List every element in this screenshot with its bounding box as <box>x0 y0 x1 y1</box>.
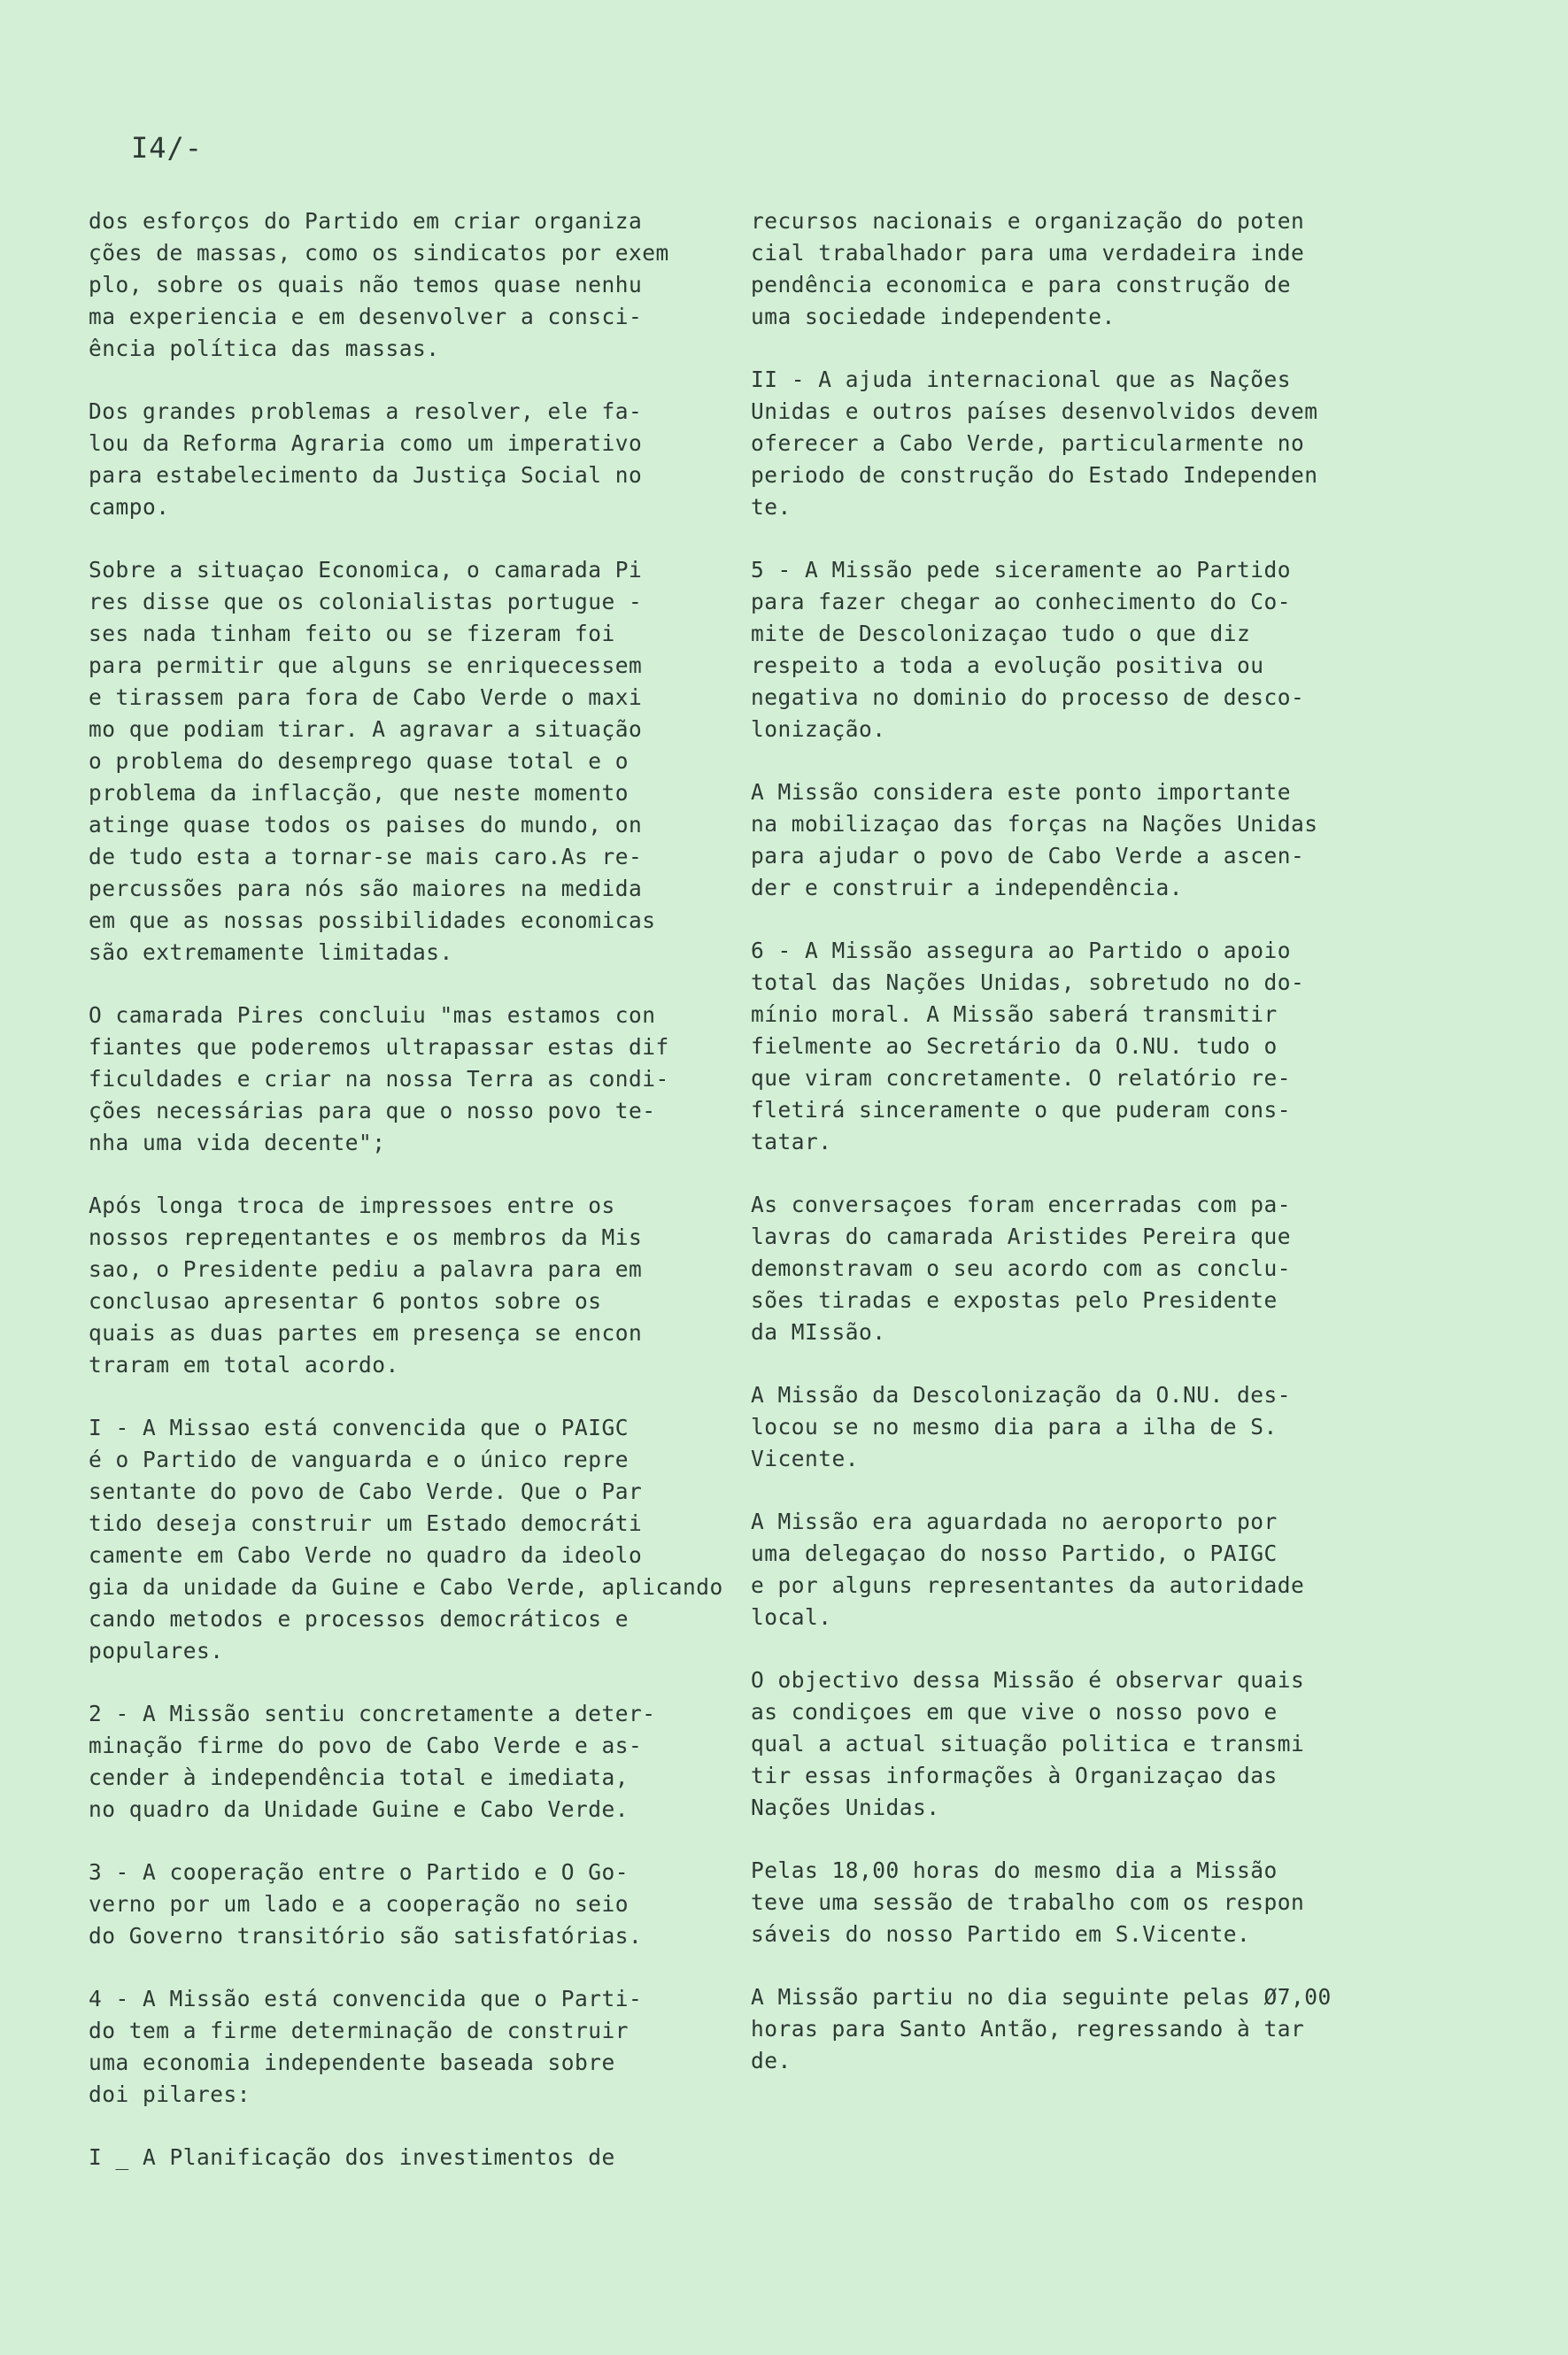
text-line: Vicente. <box>751 1446 860 1471</box>
text-line: doi pilares: <box>89 2081 251 2107</box>
text-line: cender à independência total e imediata, <box>89 1764 630 1790</box>
paragraph <box>89 205 735 365</box>
text-line: conclusao apresentar 6 pontos sobre os <box>89 1288 602 1314</box>
text-line: I - A Missao está convencida que o PAIGC <box>89 1415 630 1440</box>
text-line: plo, sobre os quais não temos quase nenhu <box>89 272 643 297</box>
text-line: Nações Unidas. <box>751 1795 940 1820</box>
text-line: sentante do povo de Cabo Verde. Que o Par <box>89 1479 643 1504</box>
text-line: quais as duas partes em presença se encon <box>89 1320 643 1346</box>
text-line: A Missão da Descolonização da O.NU. des- <box>751 1382 1292 1408</box>
text-line: campo. <box>89 494 170 520</box>
paragraph <box>751 554 1388 745</box>
text-line: 4 - A Missão está convencida que o Parti- <box>89 1986 643 2011</box>
text-line: do tem a firme determinação de construir <box>89 2018 630 2043</box>
paragraph <box>751 1379 1388 1475</box>
text-line: o problema do desemprego quase total e o <box>89 748 630 774</box>
text-line: periodo de construção do Estado Independen <box>751 462 1318 488</box>
text-line: é o Partido de vanguarda e o único repre <box>89 1447 630 1472</box>
text-line: ções necessárias para que o nosso povo te- <box>89 1098 656 1123</box>
text-line: no quadro da Unidade Guine e Cabo Verde. <box>89 1796 630 1822</box>
text-line: sao, o Presidente pediu a palavra para em <box>89 1256 643 1282</box>
text-line: são extremamente limitadas. <box>89 939 453 965</box>
text-line: teve uma sessão de trabalho com os respon <box>751 1889 1305 1915</box>
text-line: gia da unidade da Guine e Cabo Verde, aplicando <box>89 1574 723 1600</box>
text-line: ficuldades e criar na nossa Terra as condi- <box>89 1066 669 1092</box>
text-line: total das Nações Unidas, sobretudo no do- <box>751 969 1305 995</box>
text-line: percussões para nós são maiores na medida <box>89 876 643 901</box>
text-line: minação firme do povo de Cabo Verde e as- <box>89 1733 643 1758</box>
paragraph <box>751 364 1388 523</box>
text-line: Pelas 18,00 horas do mesmo dia a Missão <box>751 1857 1278 1883</box>
text-line: traram em total acordo. <box>89 1352 399 1378</box>
text-line: recursos nacionais e organização do poten <box>751 208 1305 234</box>
text-line: I _ A Planificação dos investimentos de <box>89 2144 615 2170</box>
text-line: respeito a toda a evolução positiva ou <box>751 652 1264 678</box>
text-line: uma delegaçao do nosso Partido, o PAIGC <box>751 1540 1278 1566</box>
paragraph <box>751 1981 1388 2077</box>
paragraph <box>89 1983 735 2111</box>
paragraph <box>89 2142 735 2174</box>
text-line: sáveis do nosso Partido em S.Vicente. <box>751 1921 1251 1947</box>
text-line: nha uma vida decente"; <box>89 1130 386 1155</box>
right-column <box>751 205 1388 2108</box>
text-line: para permitir que alguns se enriquecessem <box>89 652 643 678</box>
text-line: camente em Cabo Verde no quadro da ideolo <box>89 1542 643 1568</box>
text-line: lonização. <box>751 716 886 742</box>
text-line: cial trabalhador para uma verdadeira inde <box>751 240 1305 266</box>
paragraph <box>89 1000 735 1159</box>
text-line: A Missão era aguardada no aeroporto por <box>751 1509 1278 1534</box>
text-line: uma sociedade independente. <box>751 304 1116 329</box>
text-line: para estabelecimento da Justiça Social no <box>89 462 643 488</box>
text-line: na mobilizaçao das forças na Nações Unidas <box>751 811 1318 837</box>
text-line: e por alguns representantes da autoridade <box>751 1572 1305 1598</box>
paragraph <box>751 205 1388 333</box>
text-line: problema da inflacção, que neste momento <box>89 780 630 806</box>
text-line: ções de massas, como os sindicatos por exem <box>89 240 669 266</box>
text-line: 5 - A Missão pede siceramente ao Partido <box>751 557 1292 583</box>
text-line: 2 - A Missão sentiu concretamente a deter- <box>89 1701 656 1726</box>
text-line: mínio moral. A Missão saberá transmitir <box>751 1001 1278 1027</box>
text-line: qual a actual situação politica e transmi <box>751 1731 1305 1757</box>
text-line: oferecer a Cabo Verde, particularmente no <box>751 430 1305 456</box>
text-line: tido deseja construir um Estado democráti <box>89 1510 643 1536</box>
paragraph <box>89 554 735 969</box>
text-line: nossos reprедentantes e os membros da Mis <box>89 1224 643 1250</box>
text-line: cando metodos e processos democráticos e <box>89 1606 630 1632</box>
text-line: locou se no mesmo dia para a ilha de S. <box>751 1414 1278 1440</box>
text-line: para ajudar o povo de Cabo Verde a ascen- <box>751 843 1305 869</box>
paragraph <box>89 396 735 523</box>
text-line: der e construir a independência. <box>751 875 1184 900</box>
text-line: fletirá sinceramente o que puderam cons- <box>751 1097 1292 1123</box>
paragraph <box>751 1189 1388 1348</box>
text-line: mo que podiam tirar. A agravar a situação <box>89 716 643 742</box>
text-line: horas para Santo Antão, regressando à tar <box>751 2016 1305 2042</box>
text-line: demonstravam o seu acordo com as conclu- <box>751 1255 1292 1281</box>
text-line: populares. <box>89 1638 224 1664</box>
text-line: da MIssão. <box>751 1319 886 1345</box>
paragraph <box>89 1698 735 1826</box>
text-line: de. <box>751 2048 792 2073</box>
text-line: A Missão partiu no dia seguinte pelas Ø7,00 <box>751 1984 1332 2010</box>
text-line: em que as nossas possibilidades economicas <box>89 907 656 933</box>
paragraph <box>751 1664 1388 1824</box>
text-line: do Governo transitório são satisfatórias. <box>89 1923 643 1949</box>
text-line: negativa no dominio do processo de desco- <box>751 684 1305 710</box>
text-line: O camarada Pires concluiu "mas estamos con <box>89 1002 656 1028</box>
text-line: mite de Descolonizaçao tudo o que diz <box>751 621 1251 646</box>
text-line: fiantes que poderemos ultrapassar estas dif <box>89 1034 669 1060</box>
text-line: lou da Reforma Agraria como um imperativo <box>89 430 643 456</box>
text-line: fielmente ao Secretário da O.NU. tudo o <box>751 1033 1278 1059</box>
text-line: e tirassem para fora de Cabo Verde o maxi <box>89 684 643 710</box>
text-line: lavras do camarada Aristides Pereira que <box>751 1224 1292 1249</box>
text-line: ses nada tinham feito ou se fizeram foi <box>89 621 615 646</box>
text-line: Sobre a situaçao Economica, o camarada Pi <box>89 557 643 583</box>
text-line: Dos grandes problemas a resolver, ele fa- <box>89 398 643 424</box>
text-line: que viram concretamente. O relatório re- <box>751 1065 1292 1091</box>
text-line: 6 - A Missão assegura ao Partido o apoio <box>751 938 1292 963</box>
text-line: as condiçoes em que vive o nosso povo e <box>751 1699 1278 1725</box>
text-line: de tudo esta a tornar-se mais caro.As re- <box>89 844 643 869</box>
text-line: tatar. <box>751 1129 832 1154</box>
text-line: O objectivo dessa Missão é observar quais <box>751 1667 1305 1693</box>
text-line: As conversaçoes foram encerradas com pa- <box>751 1192 1292 1217</box>
text-line: dos esforços do Partido em criar organiza <box>89 208 643 234</box>
text-line: para fazer chegar ao conhecimento do Co- <box>751 589 1292 614</box>
text-line: Unidas e outros países desenvolvidos devem <box>751 398 1318 424</box>
text-line: local. <box>751 1604 832 1630</box>
paragraph <box>751 1855 1388 1950</box>
text-line: II - A ajuda internacional que as Nações <box>751 367 1292 392</box>
left-column <box>89 205 735 2204</box>
text-line: te. <box>751 494 792 520</box>
paragraph <box>89 1190 735 1381</box>
paragraph <box>751 935 1388 1158</box>
text-line: A Missão considera este ponto importante <box>751 779 1292 805</box>
page-number: I4/- <box>131 131 204 165</box>
text-line: Após longa troca de impressoes entre os <box>89 1193 615 1218</box>
text-line: ência política das massas. <box>89 336 440 361</box>
text-line: ma experiencia e em desenvolver a consci- <box>89 304 643 329</box>
text-line: pendência economica e para construção de <box>751 272 1292 297</box>
paragraph <box>751 776 1388 904</box>
paragraph <box>751 1506 1388 1633</box>
text-line: tir essas informações à Organizaçao das <box>751 1763 1278 1788</box>
text-line: sões tiradas e expostas pelo Presidente <box>751 1287 1278 1313</box>
paragraph <box>89 1412 735 1667</box>
paragraph <box>89 1857 735 1952</box>
text-line: 3 - A cooperação entre o Partido e O Go- <box>89 1859 630 1885</box>
text-line: uma economia independente baseada sobre <box>89 2050 615 2075</box>
text-line: verno por um lado e a cooperação no seio <box>89 1891 630 1917</box>
text-line: atinge quase todos os paises do mundo, on <box>89 812 643 838</box>
text-line: res disse que os colonialistas portugue - <box>89 589 643 614</box>
